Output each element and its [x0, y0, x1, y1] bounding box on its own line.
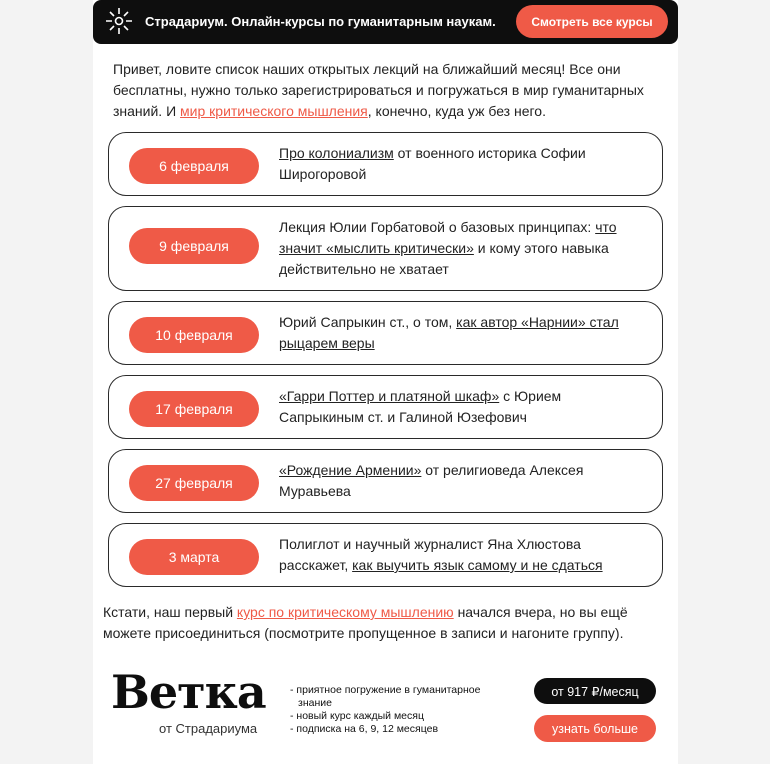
lecture-description — [279, 312, 629, 354]
date-pill: 9 февраля — [129, 228, 259, 264]
outro-text-before: Кстати, наш первый — [103, 604, 237, 620]
intro-text-after: , конечно, куда уж без него. — [367, 103, 546, 119]
lecture-card — [108, 132, 663, 196]
lecture-link[interactable]: как выучить язык самому и не сдаться — [352, 557, 603, 573]
lecture-text-pre: Лекция Юлии Горбатовой о базовых принципах: — [279, 219, 596, 235]
lecture-link[interactable]: «Гарри Поттер и платяной шкаф» — [279, 388, 500, 404]
benefit-item: - приятное погружение в гуманитарное знание — [290, 684, 481, 709]
benefits-list — [290, 684, 510, 736]
all-courses-button[interactable]: Смотреть все курсы — [516, 5, 668, 38]
lecture-description — [279, 217, 629, 280]
course-link[interactable]: курс по критическому мышлению — [236, 604, 454, 620]
header-title: Страдариум. Онлайн-курсы по гуманитарным наукам. — [145, 14, 496, 29]
lecture-link[interactable]: Про колониализм — [279, 145, 394, 161]
intro-text-before: Привет, ловите список наших открытых лекций на ближайший месяц! Все они бесплатны, нужно только зарегистрироваться и погружаться в мир гуманитарных знаний. И — [113, 61, 644, 119]
lecture-text-pre: Полиглот и научный журналист Яна Хлюстова расскажет, — [279, 536, 581, 573]
outro-text — [103, 602, 653, 644]
lecture-link[interactable]: как автор «Нарнии» стал рыцарем веры — [279, 314, 619, 351]
date-pill: 27 февраля — [129, 465, 259, 501]
lecture-card — [108, 206, 663, 291]
lecture-card — [108, 375, 663, 439]
lecture-card — [108, 449, 663, 513]
date-pill: 17 февраля — [129, 391, 259, 427]
vetka-subtitle: от Страдариума — [159, 721, 258, 736]
date-pill: 6 февраля — [129, 148, 259, 184]
outro-text-after: начался вчера, но вы ещё можете присоединиться (посмотрите пропущенное в записи и нагоните группу). — [103, 604, 628, 641]
lecture-text-post: от религиоведа Алексея Муравьева — [279, 462, 584, 499]
lecture-link[interactable]: что значит «мыслить критически» — [279, 219, 617, 256]
lecture-description — [279, 143, 629, 185]
lecture-description — [279, 534, 629, 576]
benefit-item: - новый курс каждый месяц — [290, 710, 424, 722]
lecture-card — [108, 301, 663, 365]
lecture-text-post: с Юрием Сапрыкиным ст. и Галиной Юзефович — [279, 388, 562, 425]
critical-thinking-link[interactable]: мир критического мышления — [180, 103, 368, 119]
lecture-link[interactable]: «Рождение Армении» — [279, 462, 422, 478]
lecture-text-post: и кому этого навыка действительно не хватает — [279, 240, 609, 277]
learn-more-button[interactable]: узнать больше — [534, 715, 656, 742]
header-bar — [93, 0, 678, 44]
lecture-text-pre: Юрий Сапрыкин ст., о том, — [279, 314, 457, 330]
vetka-logo: Ветка — [111, 665, 266, 719]
lecture-description — [279, 386, 629, 428]
stradarium-logo-icon — [103, 5, 135, 37]
date-pill: 10 февраля — [129, 317, 259, 353]
lecture-card — [108, 523, 663, 587]
lecture-description — [279, 460, 629, 502]
lecture-text-post: от военного историка Софии Широгоровой — [279, 145, 586, 182]
intro-text — [113, 59, 653, 122]
vetka-banner[interactable] — [93, 660, 678, 764]
date-pill: 3 марта — [129, 539, 259, 575]
benefit-item: - подписка на 6, 9, 12 месяцев — [290, 723, 439, 735]
price-badge: от 917 ₽/месяц — [534, 678, 656, 704]
